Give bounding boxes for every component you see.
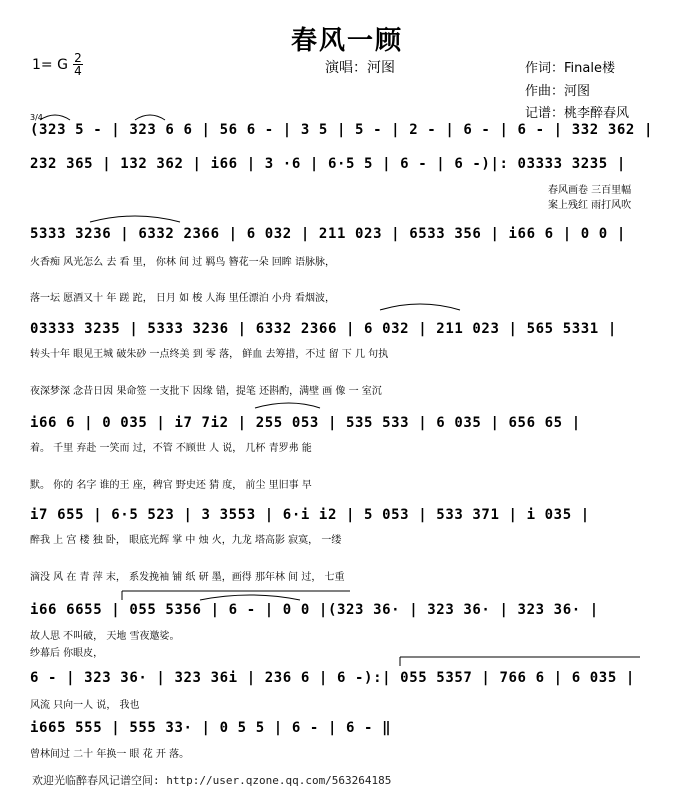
composer-credit: 作曲：河图 bbox=[525, 84, 591, 99]
score-line-3: 5333 3236 | 6332 2366 | 6 032 | 211 023 | 6533 356 | i66 6 | 0 0 | bbox=[30, 226, 626, 242]
lyrics-line-2a: 春风画卷 三百里幅 bbox=[548, 185, 632, 196]
slur bbox=[40, 115, 70, 120]
slur bbox=[255, 403, 320, 408]
lyricist-credit: 作词：Finale楼 bbox=[525, 61, 615, 76]
meter-top: 2 bbox=[74, 51, 82, 65]
score-line-5: i66 6 | 0 035 | i7 7i2 | 255 053 | 535 533 | 6 035 | 656 65 | bbox=[30, 415, 581, 431]
lyrics-line-5a: 着。 千里 弃赴 一笑而 过，不管 不顾世 人 说， 几杯 青罗弗 能 bbox=[30, 443, 312, 454]
score-line-6: i7 655 | 6·5 523 | 3 3553 | 6·i i2 | 5 053 | 533 371 | i 035 | bbox=[30, 507, 590, 523]
lyrics-line-3a: 火香痴 风光怎么 去 看 里， 你林 间 过 羁鸟 簪花一朵 回眸 语脉脉， bbox=[30, 257, 335, 268]
lyrics-line-6a: 醉我 上 宫 楼 独 卧， 眼底光辉 掌 中 烛 火，九龙 塔高影 寂寞， 一缕 bbox=[30, 535, 342, 546]
score-line-9: i665 555 | 555 33· | 0 5 5 | 6 - | 6 - ‖ bbox=[30, 720, 392, 736]
lyrics-line-7a: 故人思 不叫破， 天地 雪夜邀娑。 bbox=[30, 631, 180, 642]
score-line-7: i66 6655 | 055 5356 | 6 - | 0 0 |(323 36· | 323 36· | 323 36· | bbox=[30, 602, 599, 618]
slur bbox=[200, 595, 300, 600]
lyrics-line-3b: 落一坛 愿酒又十 年 蹉 跎， 日月 如 梭 人海 里任漂泊 小舟 看烟波， bbox=[30, 293, 335, 304]
meter-change-mark: 3/4 bbox=[30, 113, 43, 122]
slur bbox=[90, 216, 180, 222]
singer-credit: 演唱：河图 bbox=[325, 60, 395, 76]
song-title: 春风一顾 bbox=[290, 26, 403, 56]
score-line-4: 03333 3235 | 5333 3236 | 6332 2366 | 6 032 | 211 023 | 565 5331 | bbox=[30, 321, 617, 337]
footer-credit: 欢迎光临醉春风记谱空间: http://user.qzone.qq.com/563264185 bbox=[32, 774, 392, 787]
key-signature: 1= G bbox=[32, 57, 68, 73]
lyrics-line-9a: 曾林间过 二十 年换一 眼 花 开 落。 bbox=[30, 749, 190, 760]
lyrics-line-6b: 滴没 风 在 青 萍 末， 系发挽袖 铺 纸 研 墨，画得 那年林 间 过， 七重 bbox=[30, 572, 345, 583]
slur bbox=[380, 304, 460, 310]
lyrics-line-5b: 默。 你的 名字 谁的王 座，稗官 野史还 猜 度， 前尘 里旧事 早 bbox=[30, 480, 312, 491]
meter-bottom: 4 bbox=[74, 64, 82, 78]
score-line-8: 6 - | 323 36· | 323 36i | 236 6 | 6 -):| 055 5357 | 766 6 | 6 035 | bbox=[30, 670, 635, 686]
lyrics-line-2b: 案上残红 雨打风吹 bbox=[548, 200, 632, 211]
transcriber-credit: 记谱：桃李醉春风 bbox=[525, 106, 630, 121]
lyrics-line-7b: 纱幕后 你眼皮， bbox=[30, 648, 104, 659]
slur bbox=[135, 115, 165, 120]
lyrics-line-8a: 风流 只向一人 说， 我也 bbox=[30, 700, 140, 711]
lyrics-line-4a: 转头十年 眼见王城 破朱砂 一点终美 到 零 落， 鲜血 去筹措，不过 留 下 几 句执 bbox=[30, 349, 389, 360]
score-line-2: 232 365 | 132 362 | i66 | 3 ·6 | 6·5 5 | 6 - | 6 -)|: 03333 3235 | bbox=[30, 156, 626, 172]
lyrics-line-4b: 夜深梦深 念昔日因 果命签 一支批下 因缘 错，提笔 还斟酌，满壁 画 像 一 室沉 bbox=[30, 386, 382, 397]
score-line-1: (323 5 - | 323 6 6 | 56 6 - | 3 5 | 5 - | 2 - | 6 - | 6 - | 332 362 | bbox=[30, 122, 653, 138]
